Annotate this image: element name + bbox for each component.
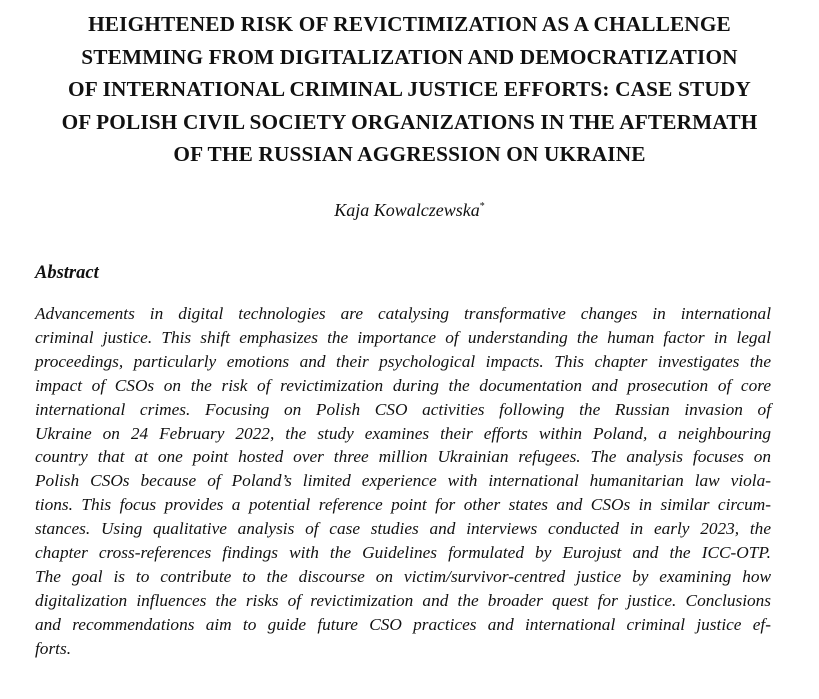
- abstract-heading: Abstract: [35, 263, 99, 283]
- abstract-line: country that at one point hosted over three million Ukrainian refugees. The analysis focuses on: [35, 447, 771, 467]
- abstract-body: [35, 302, 771, 661]
- author-line: [0, 196, 819, 221]
- abstract-line: The goal is to contribute to the discourse on victim/survivor-centred justice by examining how: [35, 566, 771, 586]
- title-line: HEIGHTENED RISK OF REVICTIMIZATION AS A CHALLENGE: [88, 12, 731, 36]
- abstract-line: and recommendations aim to guide future CSO practices and international criminal justice ef-: [35, 614, 771, 634]
- abstract-line: tions. This focus provides a potential reference point for other states and CSOs in similar circum-: [35, 495, 771, 515]
- abstract-line: stances. Using qualitative analysis of case studies and interviews conducted in early 2023, the: [35, 519, 771, 539]
- abstract-line: chapter cross-references findings with the Guidelines formulated by Eurojust and the ICC-OTP.: [35, 543, 771, 563]
- title-line: STEMMING FROM DIGITALIZATION AND DEMOCRATIZATION: [81, 44, 738, 69]
- chapter-title: [20, 8, 799, 171]
- author-footnote-mark[interactable]: *: [479, 201, 485, 212]
- abstract-line: international crimes. Focusing on Polish CSO activities following the Russian invasion of: [35, 399, 771, 419]
- title-line: OF INTERNATIONAL CRIMINAL JUSTICE EFFORTS: CASE STUDY: [68, 77, 751, 102]
- abstract-line: digitalization influences the risks of revictimization and the broader quest for justice. Conclusions: [35, 590, 771, 610]
- abstract-line: forts.: [35, 638, 72, 658]
- abstract-line: Polish CSOs because of Poland’s limited experience with international humanitarian law viola-: [35, 471, 771, 491]
- abstract-line: proceedings, particularly emotions and their psychological impacts. This chapter investigates the: [35, 351, 771, 371]
- abstract-line: Ukraine on 24 February 2022, the study examines their efforts within Poland, a neighbouring: [35, 423, 771, 443]
- abstract-line: criminal justice. This shift emphasizes the importance of understanding the human factor in legal: [35, 327, 771, 347]
- title-line: OF THE RUSSIAN AGGRESSION ON UKRAINE: [173, 142, 646, 167]
- abstract-line: impact of CSOs on the risk of revictimization during the documentation and prosecution of core: [35, 375, 771, 395]
- author-name: Kaja Kowalczewska: [334, 200, 480, 220]
- title-line: OF POLISH CIVIL SOCIETY ORGANIZATIONS IN THE AFTERMATH: [61, 109, 758, 134]
- abstract-line: Advancements in digital technologies are catalysing transformative changes in international: [35, 304, 771, 323]
